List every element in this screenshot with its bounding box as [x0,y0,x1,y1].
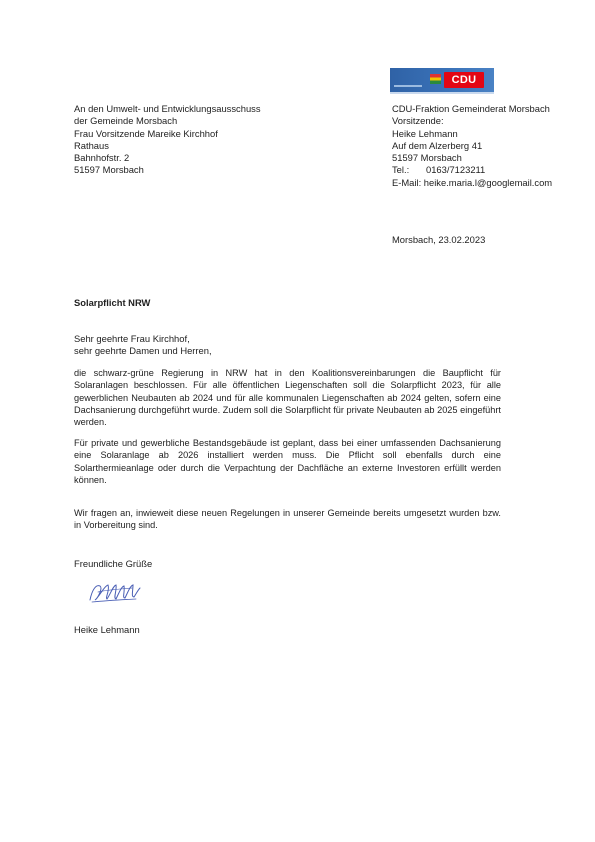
letter-date: Morsbach, 23.02.2023 [392,234,486,245]
sender-line: Heike Lehmann [392,127,458,139]
sender-address [392,103,552,189]
phone-number: 0163/7123211 [426,164,486,176]
logo-underline [390,92,494,94]
body-paragraph: Für private und gewerbliche Bestandsgebäude ist geplant, dass bei einer umfassenden Dachsanierung eine Solaranlage ab 2026 installiert werden muss. Die Pflicht soll ebenfalls durch eine Solarthermieanlage oder durch die Verpachtung der Dachfläche an externe Investoren erfüllt werden können. [74,438,501,485]
cdu-logo-text: CDU [444,72,484,88]
recipient-line: der Gemeinde Morsbach [74,115,178,127]
handwritten-signature [86,578,146,608]
recipient-address [74,103,261,177]
closing-phrase: Freundliche Grüße [74,558,153,569]
sender-line: Vorsitzende: [392,115,444,127]
salutation [74,333,212,358]
body-paragraph: Wir fragen an, inwieweit diese neuen Regelungen in unserer Gemeinde bereits umgesetzt wurden bzw. in Vorbereitung sind. [74,508,501,531]
recipient-line: Bahnhofstr. 2 [74,152,130,164]
letter-subject: Solarpflicht NRW [74,297,151,308]
sender-phone [392,164,552,176]
logo-stripe [394,85,422,87]
recipient-line: Rathaus [74,139,109,151]
sender-line: CDU-Fraktion Gemeinderat Morsbach [392,103,550,114]
sender-email: E-Mail: heike.maria.l@googlemail.com [392,176,553,188]
flag-icon [430,74,441,84]
phone-label: Tel.: [392,164,410,176]
sender-line: Auf dem Alzerberg 41 [392,139,483,151]
cdu-logo [390,68,494,92]
salutation-line: Sehr geehrte Frau Kirchhof, [74,333,190,344]
sender-line: 51597 Morsbach [392,152,462,164]
salutation-line: sehr geehrte Damen und Herren, [74,345,212,357]
recipient-line: An den Umwelt- und Entwicklungsausschuss [74,103,261,114]
body-paragraph: die schwarz-grüne Regierung in NRW hat in den Koalitionsvereinbarungen die Baupflicht für Solaranlagen beschlossen. Für alle öffentlichen Liegenschaften soll die Solarpflicht 2023, für alle gewerblichen Neubauten ab 2024 und für alle kommunalen Liegenschaften ab 2024 gelten, sofern eine Dachsanierung durchgeführt wurde. Zudem soll die Solarpflicht für private Neubauten ab 2025 eingeführt werden. [74,368,501,428]
recipient-line: 51597 Morsbach [74,164,144,176]
recipient-line: Frau Vorsitzende Mareike Kirchhof [74,127,218,139]
signer-name: Heike Lehmann [74,624,140,635]
